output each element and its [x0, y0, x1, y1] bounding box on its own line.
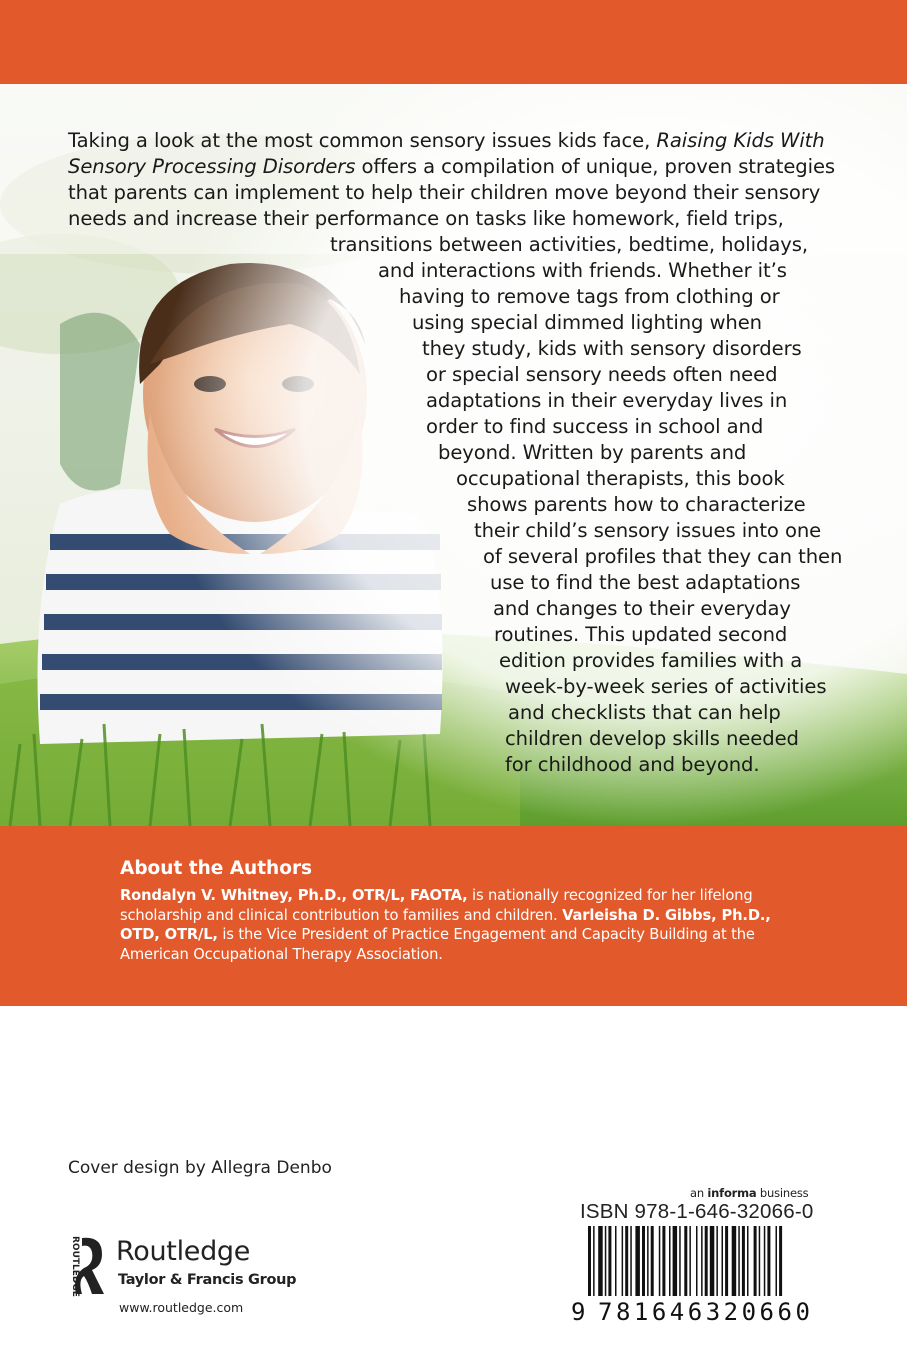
informa-tagline: an informa business: [690, 1186, 809, 1200]
barcode-bar: [635, 1226, 640, 1296]
barcode-bar: [738, 1226, 740, 1296]
book-title-italic: Sensory Processing Disorders: [68, 155, 356, 178]
blurb-line: routines. This updated second: [494, 623, 788, 646]
barcode-bar: [684, 1226, 687, 1296]
blurb-line: transitions between activities, bedtime, holidays,: [330, 233, 808, 256]
blurb-line: and changes to their everyday: [493, 597, 791, 620]
barcode-bar: [689, 1226, 691, 1296]
barcode-bar: [605, 1226, 607, 1296]
barcode-bar: [625, 1226, 628, 1296]
barcode-bar: [716, 1226, 718, 1296]
authors-heading: About the Authors: [120, 858, 313, 879]
vertical-brand-text: ROUTLEDGE: [70, 1236, 80, 1297]
blurb-line: edition provides families with a: [499, 649, 803, 672]
barcode-bar: [776, 1226, 778, 1296]
barcode-bar: [701, 1226, 703, 1296]
blurb-line: occupational therapists, this book: [456, 467, 785, 490]
barcode-bar: [615, 1226, 617, 1296]
barcode-first-digit: 9: [571, 1298, 586, 1326]
cover-photo: [0, 84, 907, 826]
barcode-bar: [593, 1226, 595, 1296]
blurb-line: or special sensory needs often need: [426, 363, 778, 386]
blurb-line: that parents can implement to help their children move beyond their sensory: [68, 181, 821, 204]
cover-design-credit: Cover design by Allegra Denbo: [68, 1158, 332, 1178]
barcode-bar: [630, 1226, 632, 1296]
barcode-bar: [710, 1226, 715, 1296]
author-two-name: Varleisha D. Gibbs, Ph.D., OTD, OTR/L,: [120, 906, 771, 944]
barcode-bar: [598, 1226, 603, 1296]
barcode-digits: 781646320660: [598, 1298, 814, 1326]
barcode-bar: [673, 1226, 678, 1296]
blurb-line: adaptations in their everyday lives in: [426, 389, 788, 412]
barcode-bar: [732, 1226, 737, 1296]
back-cover-blurb: [0, 84, 907, 826]
blurb-line: children develop skills needed: [505, 727, 799, 750]
author-one-name: Rondalyn V. Whitney, Ph.D., OTR/L, FAOTA,: [120, 887, 468, 904]
blurb-line: week-by-week series of activities: [505, 675, 827, 698]
publisher-logo: [62, 1232, 302, 1302]
barcode-bar: [669, 1226, 671, 1296]
blurb-line: their child’s sensory issues into one: [474, 519, 822, 542]
blurb-line: order to find success in school and: [426, 415, 764, 438]
barcode-bar: [608, 1226, 611, 1296]
blurb-line: they study, kids with sensory disorders: [422, 337, 802, 360]
barcode-bar: [779, 1226, 782, 1296]
barcode-bar: [725, 1226, 728, 1296]
authors-paragraph: Rondalyn V. Whitney, Ph.D., OTR/L, FAOTA, is nationally recognized for her lifelong scholarship and clinical contribution to families and children. Varleisha D. Gibbs, Ph.D., OTD, OTR/L, is the Vice President of Practice Engagement and Capacity Building at the American Occupational Therapy Association.: [120, 887, 771, 963]
barcode-bar: [705, 1226, 708, 1296]
barcode-bar: [759, 1226, 761, 1296]
publisher-website: www.routledge.com: [119, 1300, 244, 1315]
barcode-bar: [722, 1226, 724, 1296]
blurb-line: shows parents how to characterize: [467, 493, 806, 516]
blurb-line: and checklists that can help: [508, 701, 781, 724]
blurb-line: beyond. Written by parents and: [438, 441, 747, 464]
barcode-bar: [754, 1226, 757, 1296]
barcode-bar: [662, 1226, 665, 1296]
barcode-bar: [747, 1226, 749, 1296]
blurb-line: of several profiles that they can then: [483, 545, 843, 568]
barcode-bar: [622, 1226, 624, 1296]
barcode-bar: [696, 1226, 698, 1296]
barcode-bar: [764, 1226, 766, 1296]
authors-band: [0, 826, 907, 1006]
barcode-bar: [647, 1226, 649, 1296]
blurb-line: having to remove tags from clothing or: [399, 285, 780, 308]
book-title-italic: Raising Kids With: [656, 129, 825, 152]
top-band: [0, 0, 907, 84]
blurb-line: for childhood and beyond.: [505, 753, 760, 776]
blurb-line: and interactions with friends. Whether it’s: [378, 259, 787, 282]
isbn-label: ISBN 978-1-646-32066-0: [580, 1200, 814, 1223]
blurb-line: needs and increase their performance on tasks like homework, field trips,: [68, 207, 784, 230]
publisher-name: Routledge: [116, 1236, 251, 1267]
blurb-line: Sensory Processing Disorders offers a compilation of unique, proven strategies: [68, 155, 836, 178]
barcode-bar: [651, 1226, 654, 1296]
routledge-r-logo-icon: [62, 1232, 110, 1298]
barcode-bar: [679, 1226, 681, 1296]
barcode-bar: [659, 1226, 661, 1296]
barcode-bar: [642, 1226, 645, 1296]
barcode-bar: [588, 1226, 591, 1296]
blurb-line: Taking a look at the most common sensory issues kids face, Raising Kids With: [68, 129, 825, 152]
barcode-bar: [742, 1226, 745, 1296]
barcode-bar: [767, 1226, 770, 1296]
publisher-group: Taylor & Francis Group: [118, 1272, 297, 1288]
blurb-line: use to find the best adaptations: [490, 571, 801, 594]
blurb-line: using special dimmed lighting when: [412, 311, 762, 334]
